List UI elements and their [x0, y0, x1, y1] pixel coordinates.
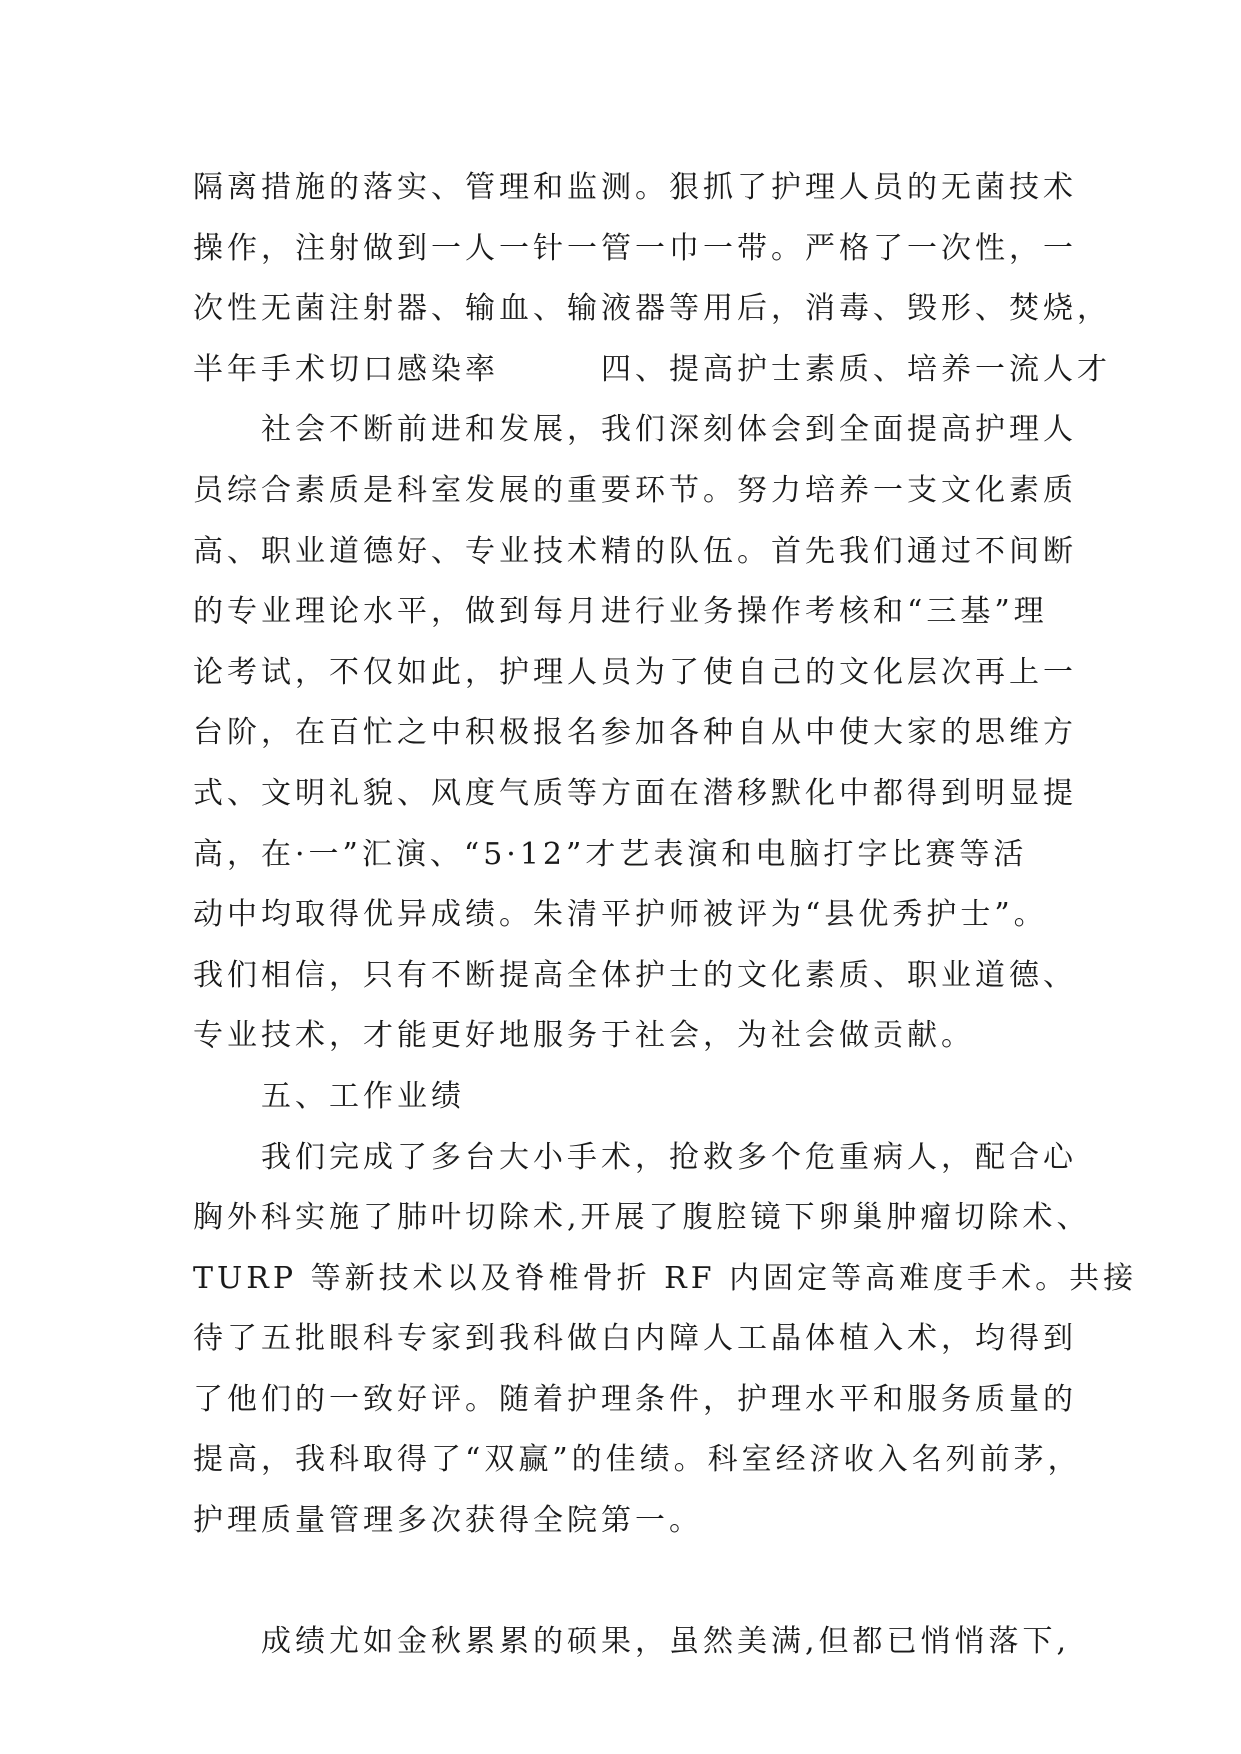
text-line: 式、文明礼貌、风度气质等方面在潜移默化中都得到明显提 — [193, 775, 1077, 811]
text-line: 操作，注射做到一人一针一管一巾一带。严格了一次性，一 — [193, 230, 1077, 266]
text-line: 高，在·一”汇演、“5·12”才艺表演和电脑打字比赛等活 — [193, 836, 1028, 872]
text-line: 我们完成了多台大小手术，抢救多个危重病人，配合心 — [193, 1139, 1077, 1175]
text-line: 社会不断前进和发展，我们深刻体会到全面提高护理人 — [193, 412, 1077, 448]
text-line: 成绩尤如金秋累累的硕果，虽然美满,但都已悄悄落下, — [193, 1624, 1071, 1660]
text-line: TURP 等新技术以及脊椎骨折 RF 内固定等高难度手术。共接 — [193, 1260, 1138, 1296]
text-line: 次性无菌注射器、输血、输液器等用后，消毒、毁形、焚烧， — [193, 291, 1111, 327]
text-line: 待了五批眼科专家到我科做白内障人工晶体植入术，均得到 — [193, 1321, 1077, 1357]
section-heading: 五、工作业绩 — [193, 1078, 465, 1114]
text-line: 员综合素质是科室发展的重要环节。努力培养一支文化素质 — [193, 472, 1077, 508]
text-line: 专业技术，才能更好地服务于社会，为社会做贡献。 — [193, 1018, 975, 1054]
text-line: 台阶，在百忙之中积极报名参加各种自从中使大家的思维方 — [193, 715, 1077, 751]
text-line: 提高，我科取得了“双赢”的佳绩。科室经济收入名列前茅， — [193, 1442, 1082, 1478]
text-line: 论考试，不仅如此，护理人员为了使自己的文化层次再上一 — [193, 654, 1077, 690]
text-line: 胸外科实施了肺叶切除术,开展了腹腔镜下卵巢肿瘤切除术、 — [193, 1200, 1091, 1236]
text-line: 的专业理论水平，做到每月进行业务操作考核和“三基”理 — [193, 594, 1048, 630]
text-line: 半年手术切口感染率 四、提高护士素质、培养一流人才 — [193, 351, 1111, 387]
text-line: 护理质量管理多次获得全院第一。 — [193, 1503, 703, 1539]
blank-line — [193, 1552, 1073, 1613]
text-line: 动中均取得优异成绩。朱清平护师被评为“县优秀护士”。 — [193, 897, 1048, 933]
text-line: 高、职业道德好、专业技术精的队伍。首先我们通过不间断 — [193, 533, 1077, 569]
text-line: 隔离措施的落实、管理和监测。狠抓了护理人员的无菌技术 — [193, 170, 1077, 205]
body-text — [193, 158, 1138, 1673]
text-line: 我们相信，只有不断提高全体护士的文化素质、职业道德、 — [193, 957, 1077, 993]
text-line: 了他们的一致好评。随着护理条件，护理水平和服务质量的 — [193, 1381, 1077, 1417]
